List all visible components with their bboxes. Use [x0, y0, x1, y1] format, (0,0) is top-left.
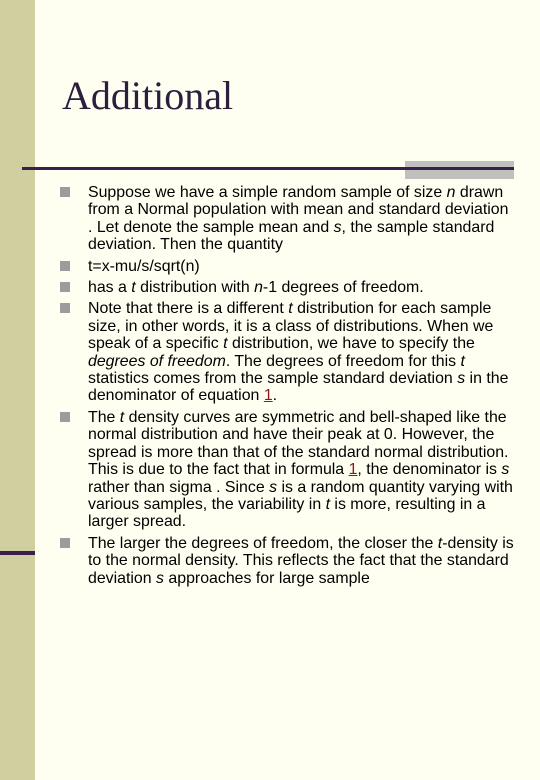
bullet-text: in the denominator of equation — [88, 370, 509, 405]
sidebar-accent-bar — [0, 551, 35, 555]
italic-term: degrees of freedom — [88, 352, 226, 370]
italic-term: s — [333, 218, 342, 236]
bullet-text: distribution with — [135, 279, 255, 297]
bullet-text: is a random quantity varying with various samples, the variability in — [88, 478, 513, 513]
bullet-text: Suppose we have a simple random sample of size — [88, 184, 447, 201]
bullet-text: . — [272, 387, 278, 405]
bullet-item — [60, 535, 516, 587]
italic-term: t — [325, 495, 330, 513]
bullet-marker-icon — [60, 538, 70, 548]
bullet-text: The larger the degrees of freedom, the closer the — [88, 534, 438, 552]
bullet-text: drawn from a Normal population with mean and standard deviation . Let denote the sample mean and — [88, 184, 509, 236]
italic-term: t — [119, 408, 125, 426]
bullet-text: density curves are symmetric and bell-shaped like the normal distribution and have their peak at 0. However, the spread is more than that of the standard normal distribution. This is due to the fact that in formula — [88, 408, 509, 479]
bullet-text: Note that there is a different — [88, 300, 289, 318]
italic-term: s — [156, 569, 164, 587]
bullet-text: -density is to the normal density. This reflects the fact that the standard deviation — [88, 534, 514, 587]
bullet-item — [60, 184, 516, 254]
bullet-list — [60, 184, 516, 591]
bullet-text: is more, resulting in a larger spread. — [88, 495, 486, 531]
italic-term: n — [254, 279, 263, 297]
slide-sidebar — [0, 0, 35, 780]
italic-term: t — [288, 300, 293, 318]
bullet-marker-icon — [60, 282, 70, 292]
bullet-text: , the denominator is — [357, 461, 502, 479]
bullet-text: approaches for large sample — [163, 569, 370, 587]
slide-title: Additional — [62, 73, 234, 118]
italic-term: t — [223, 335, 228, 353]
bullet-marker-icon — [60, 261, 70, 271]
italic-term: s — [457, 370, 466, 388]
italic-term: t — [460, 352, 465, 370]
bullet-text: statistics comes from the sample standard deviation — [88, 370, 458, 388]
title-rule — [22, 167, 514, 170]
bullet-text: distribution, we have to specify the — [227, 335, 475, 353]
bullet-item — [60, 279, 516, 296]
equation-reference-link[interactable]: 1 — [263, 387, 273, 405]
bullet-text: rather than sigma . Since — [88, 478, 270, 496]
bullet-item — [60, 409, 516, 531]
bullet-text: -1 degrees of freedom. — [262, 279, 424, 297]
italic-term: s — [269, 478, 278, 496]
bullet-text: , the sample standard deviation. Then the quantity — [88, 218, 495, 254]
italic-term: t — [131, 279, 136, 297]
bullet-text: has a — [88, 279, 132, 297]
bullet-marker-icon — [60, 187, 70, 197]
bullet-text: . The degrees of freedom for this — [225, 352, 461, 370]
bullet-text: distribution for each sample size, in other words, it is a class of distributions. When we speak of a specific — [88, 300, 494, 353]
equation-reference-link[interactable]: 1 — [348, 461, 358, 479]
italic-term: t — [437, 534, 443, 552]
bullet-marker-icon — [60, 303, 70, 313]
bullet-item — [60, 300, 516, 404]
bullet-text: t=x-mu/s/sqrt(n) — [88, 257, 200, 275]
bullet-marker-icon — [60, 412, 70, 422]
italic-term: s — [501, 461, 510, 479]
bullet-text: The — [88, 408, 120, 426]
italic-term: n — [446, 184, 456, 201]
title-rule-accent — [405, 161, 514, 179]
bullet-item — [60, 258, 516, 275]
